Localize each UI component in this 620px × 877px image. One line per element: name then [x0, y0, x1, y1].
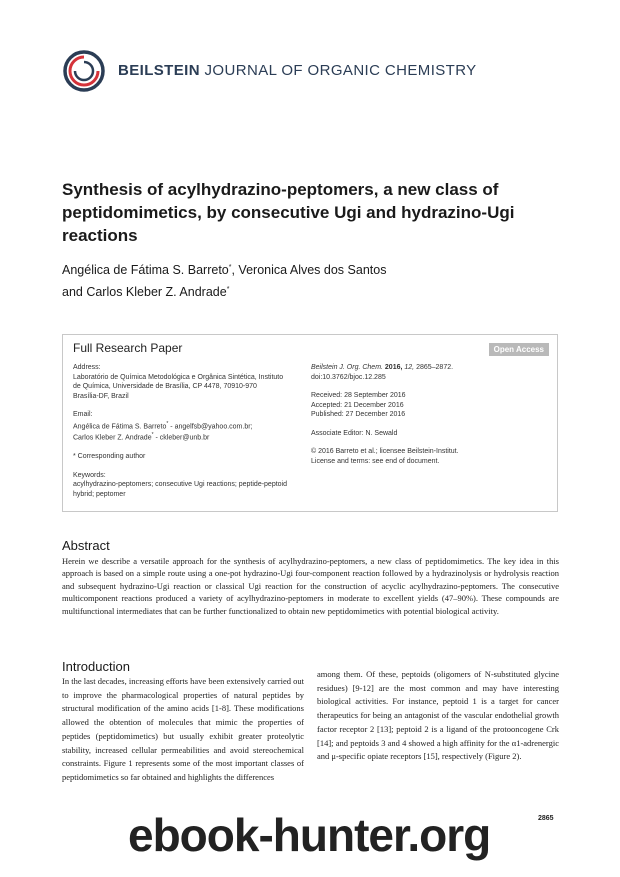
corresponding-note: * Corresponding author — [73, 453, 146, 461]
email-author: Carlos Kleber Z. Andrade — [73, 434, 152, 442]
abstract-heading: Abstract — [62, 538, 110, 553]
author-list — [62, 258, 542, 302]
beilstein-logo-icon — [62, 49, 106, 93]
citation-journal: Beilstein J. Org. Chem. — [311, 364, 383, 371]
email-address[interactable]: - angelfsb@yahoo.com.br; — [168, 422, 253, 430]
author-1: Angélica de Fátima S. Barreto — [62, 263, 229, 278]
introduction-left-column: In the last decades, increasing efforts have been extensively carried out to improve the pharmacological properties of natural peptides by structural modification of the amino acids [1-8]. These modifications allowed the obtention of molecules that mimic the properties of peptides (peptidomimetics) but usually exhibit greater proteolytic stability, increased cellular permeabilities and avoid stereochemical constraints. Figure 1 represents some of the most important classes of peptidomimetics so far obtained and highlights the differences — [62, 676, 304, 782]
journal-name-bold: BEILSTEIN — [118, 62, 200, 79]
address-label: Address: — [73, 364, 101, 371]
received-date: Received: 28 September 2016 — [311, 392, 406, 399]
introduction-right-column: among them. Of these, peptoids (oligomers of N-substituted glycine residues) [9-12] are the most common and may have interesting biological activities. For instance, peptoid 1 is a target for cancer therapeutics for being an antagonist of the vascular endothelial growth factor receptor 2 [13]; peptoid 2 is a ligand of the protooncogene Crk [14]; and peptoids 3 and 4 showed a high affinity for the α1-adrenergic and μ-specific opiate receptors [15], respectively (Figure 2). — [317, 669, 559, 762]
email-line-1 — [73, 420, 303, 432]
associate-editor: Associate Editor: N. Sewald — [311, 429, 398, 437]
email-label: Email: — [73, 411, 93, 418]
citation-pages: 2865–2872. — [414, 364, 454, 371]
introduction-heading: Introduction — [62, 659, 130, 674]
license-note: License and terms: see end of document. — [311, 457, 440, 465]
email-author: Angélica de Fátima S. Barreto — [73, 422, 167, 430]
citation-year: 2016, — [382, 364, 403, 371]
abstract-body: Herein we describe a versatile approach for the synthesis of acylhydrazino-peptomers, a new class of peptidomimetics. The key idea in this approach is based on a simple route using a one-pot hydrazino-Ugi four-component reaction followed by a hydrazinolysis or hydrolysis reaction and subsequent hydrazino-Ugi reaction or classical Ugi reaction for the construction of acyclic acylhydrazino-peptomers. The consecutive multicomponent reactions produced a variety of acylhydrazino-peptomers in moderate to excellent yields (47–90%). These compounds are multifunctional intermediates that can be further functionalized to obtain new peptidomimetics with potential biological activity. — [62, 556, 559, 616]
article-type: Full Research Paper — [73, 341, 183, 355]
email-line-2 — [73, 431, 303, 443]
article-info-box — [62, 334, 558, 512]
published-date: Published: 27 December 2016 — [311, 411, 406, 418]
copyright: © 2016 Barreto et al.; licensee Beilstein-Institut. — [311, 448, 459, 455]
corresponding-marker: * — [151, 432, 154, 439]
address-line: Brasília-DF, Brazil — [73, 392, 129, 400]
keywords-label: Keywords: — [73, 471, 106, 479]
keywords-line: acylhydrazino-peptomers; consecutive Ugi reactions; peptide-peptoid — [73, 481, 288, 489]
keywords-line: hybrid; peptomer — [73, 490, 126, 498]
info-right-column — [311, 363, 551, 466]
author-3: and Carlos Kleber Z. Andrade — [62, 285, 227, 300]
citation-volume: 12, — [402, 364, 415, 371]
author-2: , Veronica Alves dos Santos — [231, 263, 387, 278]
citation — [311, 363, 551, 373]
corresponding-marker: * — [226, 286, 230, 294]
watermark: ebook-hunter.org — [128, 809, 491, 861]
page-number: 2865 — [538, 815, 554, 822]
address-line: de Química, Universidade de Brasília, CP 4478, 70910-970 — [73, 383, 257, 390]
journal-name — [118, 62, 477, 79]
corresponding-marker: * — [166, 420, 169, 427]
journal-name-rest: JOURNAL OF ORGANIC CHEMISTRY — [204, 62, 477, 79]
doi-link[interactable]: doi:10.3762/bjoc.12.285 — [311, 373, 386, 381]
email-address[interactable]: - ckleber@unb.br — [153, 434, 210, 442]
article-title: Synthesis of acylhydrazino-peptomers, a new class of peptidomimetics, by consecutive Ugi and hydrazino-Ugi reactions — [62, 180, 515, 245]
corresponding-marker: * — [228, 264, 232, 271]
info-left-column — [73, 363, 303, 499]
address-line: Laboratório de Química Metodológica e Orgânica Sintética, Instituto — [73, 373, 284, 381]
accepted-date: Accepted: 21 December 2016 — [311, 401, 404, 409]
open-access-badge[interactable]: Open Access — [489, 343, 549, 356]
